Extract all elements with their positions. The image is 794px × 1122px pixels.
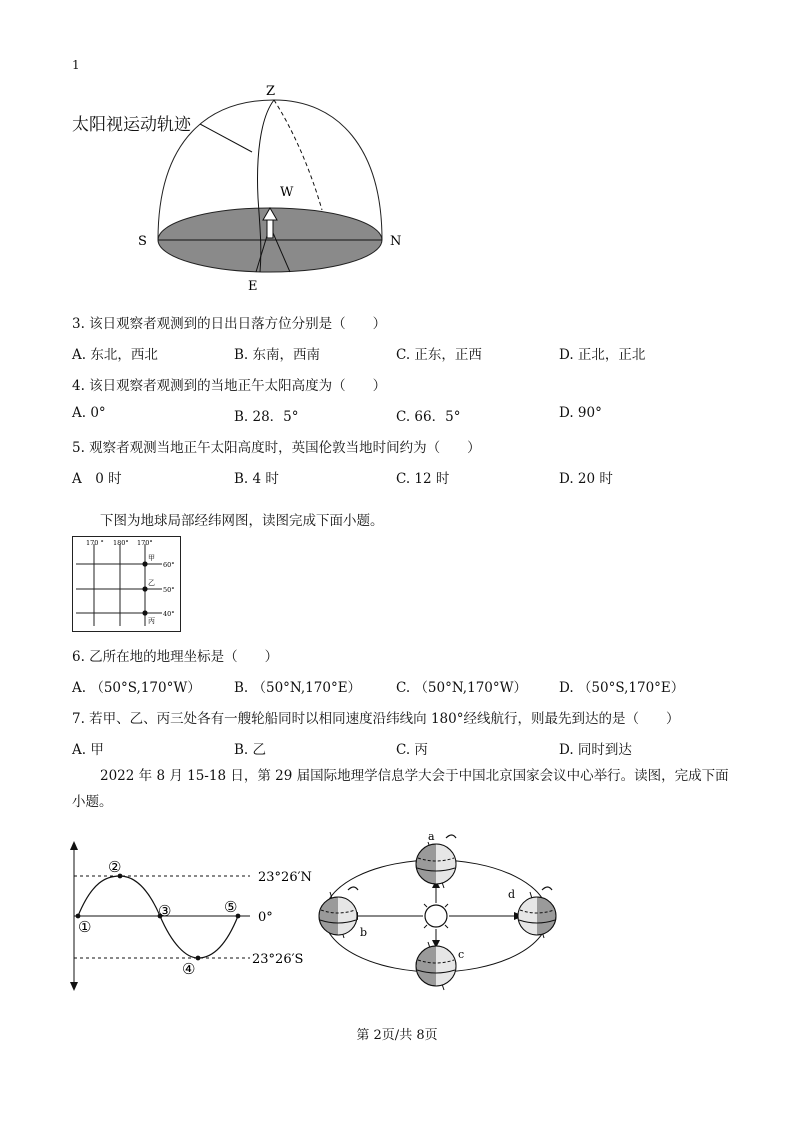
question-5: 5. 观察者观测当地正午太阳高度时，英国伦敦当地时间约为（ ） xyxy=(72,440,481,456)
label-2: ② xyxy=(108,858,122,876)
label-bing: 丙 xyxy=(148,617,155,625)
rotation-arrow-b-icon xyxy=(348,887,358,890)
q6-option-d[interactable]: D. （50°S,170°E） xyxy=(559,680,685,696)
q5-option-b[interactable]: B. 4 时 xyxy=(234,471,279,487)
lat-label-50: 50° xyxy=(163,586,175,594)
lat-zero-label: 0° xyxy=(258,910,273,925)
question-3: 3. 该日观察者观测到的日出日落方位分别是（ ） xyxy=(72,316,387,332)
q3-option-c[interactable]: C. 正东，正西 xyxy=(396,347,482,363)
sun-icon xyxy=(419,899,453,933)
q6-option-a[interactable]: A. （50°S,170°W） xyxy=(72,680,201,696)
intro-grid-map: 下图为地球局部经纬网图，读图完成下面小题。 xyxy=(100,513,384,529)
label-b: b xyxy=(360,926,368,939)
q4-option-d[interactable]: D. 90° xyxy=(559,405,602,421)
q4-option-a[interactable]: A. 0° xyxy=(72,405,106,421)
dir-w: W xyxy=(280,185,294,200)
question-6: 6. 乙所在地的地理坐标是（ ） xyxy=(72,649,279,665)
label-1: ① xyxy=(78,918,92,936)
label-5: ⑤ xyxy=(224,898,238,916)
q7-option-c[interactable]: C. 丙 xyxy=(396,742,428,758)
intro-conference-line2: 小题。 xyxy=(72,794,113,810)
q7-option-a[interactable]: A. 甲 xyxy=(72,742,104,758)
q6-option-c[interactable]: C. （50°N,170°W） xyxy=(396,680,527,696)
dir-e: E xyxy=(248,279,258,294)
label-yi: 乙 xyxy=(148,579,155,587)
lat-south-label: 23°26′S xyxy=(252,952,304,967)
dir-s: S xyxy=(138,234,147,249)
earth-c-icon xyxy=(416,942,456,990)
q3-option-d[interactable]: D. 正北，正北 xyxy=(559,347,646,363)
q7-option-d[interactable]: D. 同时到达 xyxy=(559,742,632,758)
label-leader xyxy=(200,124,252,152)
point-bing xyxy=(142,610,147,615)
q5-option-a[interactable]: A 0 时 xyxy=(72,471,122,487)
q3-option-b[interactable]: B. 东南，西南 xyxy=(234,347,321,363)
dir-n: N xyxy=(390,234,402,249)
q4-option-c[interactable]: C. 66．5° xyxy=(396,409,461,425)
q5-option-d[interactable]: D. 20 时 xyxy=(559,471,613,487)
observer-arrow xyxy=(267,218,273,238)
label-a: a xyxy=(428,830,435,843)
page-mark: 1 xyxy=(72,58,80,72)
earth-a-icon xyxy=(416,842,456,888)
label-c: c xyxy=(458,948,465,961)
lon-label-3: 170° xyxy=(137,539,153,547)
point-yi xyxy=(142,586,147,591)
lat-label-60: 60° xyxy=(163,561,175,569)
q7-option-b[interactable]: B. 乙 xyxy=(234,742,267,758)
label-d: d xyxy=(508,888,516,901)
q5-option-c[interactable]: C. 12 时 xyxy=(396,471,450,487)
axis-arrow-down-icon xyxy=(70,982,78,991)
earth-b-icon xyxy=(319,892,357,938)
q6-option-b[interactable]: B. （50°N,170°E） xyxy=(234,680,362,696)
q4-option-b[interactable]: B. 28．5° xyxy=(234,409,299,425)
dir-z: Z xyxy=(266,84,276,99)
lon-label-2: 180° xyxy=(113,539,129,547)
page-footer: 第 2页/共 8页 xyxy=(356,1028,438,1043)
intro-conference xyxy=(72,763,732,815)
label-jia: 甲 xyxy=(148,554,155,562)
lat-north-label: 23°26′N xyxy=(258,870,312,885)
rotation-arrow-a-icon xyxy=(446,835,456,838)
sun-path-figure xyxy=(60,78,420,298)
axis-arrow-up-icon xyxy=(70,841,78,850)
earth-revolution-figure xyxy=(312,826,564,998)
label-3: ③ xyxy=(158,902,172,920)
earth-d-icon xyxy=(518,892,556,938)
lat-label-40: 40° xyxy=(163,610,175,618)
sun-path-label: 太阳视运动轨迹 xyxy=(72,115,191,135)
question-7: 7. 若甲、乙、丙三处各有一艘轮船同时以相同速度沿纬线向 180°经线航行，则最先到达的是（ ） xyxy=(72,711,680,727)
question-4: 4. 该日观察者观测到的当地正午太阳高度为（ ） xyxy=(72,378,387,394)
point-4 xyxy=(196,956,201,961)
intro-conference-line1: 2022 年 8 月 15-18 日，第 29 届国际地理学信息学大会于中国北京国家会议中心举行。读图，完成下面 xyxy=(100,768,729,784)
point-jia xyxy=(142,561,147,566)
sun-direct-point-curve xyxy=(62,838,320,994)
rotation-arrow-d-icon xyxy=(542,887,552,890)
lat-lon-grid-map xyxy=(72,536,182,632)
q3-option-a[interactable]: A. 东北，西北 xyxy=(72,347,158,363)
label-4: ④ xyxy=(182,960,196,978)
lon-label-1: 170 ° xyxy=(86,539,104,547)
